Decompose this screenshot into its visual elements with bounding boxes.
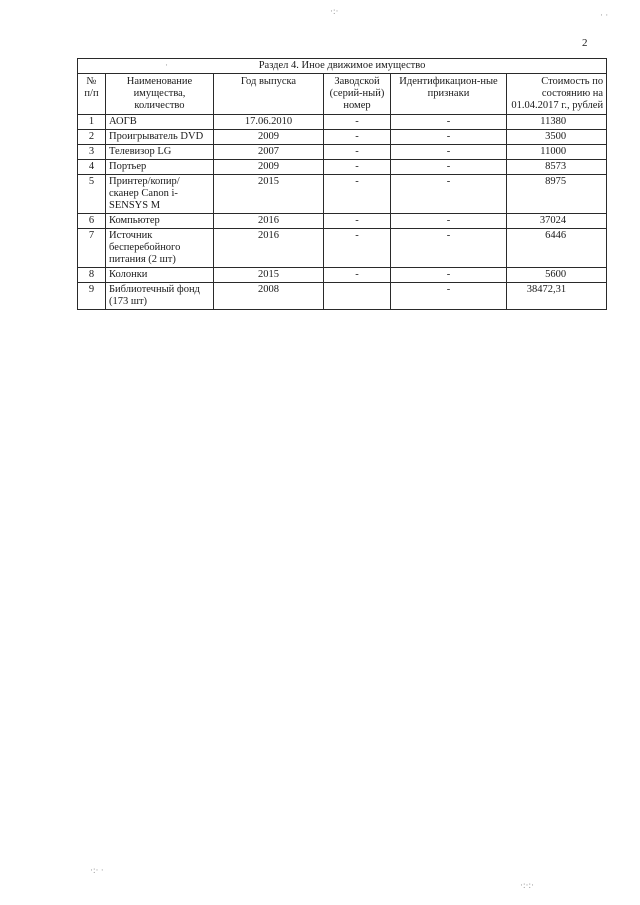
cell-cost: 37024 [507, 214, 607, 229]
scan-speck: · [165, 60, 168, 70]
cell-serial: - [324, 160, 391, 175]
cell-ident: - [391, 115, 507, 130]
cell-num: 7 [78, 229, 106, 268]
cell-name: АОГВ [106, 115, 214, 130]
cell-cost: 3500 [507, 130, 607, 145]
page-number: 2 [582, 37, 588, 49]
table-row [78, 115, 607, 130]
table-row [78, 130, 607, 145]
cell-num: 5 [78, 175, 106, 214]
cell-year: 2009 [214, 160, 324, 175]
cell-year: 2016 [214, 214, 324, 229]
cell-serial: - [324, 145, 391, 160]
cell-year: 17.06.2010 [214, 115, 324, 130]
header-year: Год выпуска [214, 74, 324, 115]
scan-speck: ·:· · [90, 865, 104, 875]
cell-ident: - [391, 283, 507, 310]
cell-serial: - [324, 115, 391, 130]
table-body [78, 115, 607, 310]
cell-year: 2009 [214, 130, 324, 145]
cell-serial: - [324, 268, 391, 283]
cell-num: 9 [78, 283, 106, 310]
scan-speck: ·:·:· [520, 880, 534, 890]
cell-serial: - [324, 175, 391, 214]
cell-serial [324, 283, 391, 310]
cell-ident: - [391, 214, 507, 229]
cell-num: 1 [78, 115, 106, 130]
cell-name: Компьютер [106, 214, 214, 229]
cell-serial: - [324, 229, 391, 268]
cell-num: 6 [78, 214, 106, 229]
header-ident: Идентификацион-ные признаки [391, 74, 507, 115]
cell-cost: 8975 [507, 175, 607, 214]
cell-ident: - [391, 145, 507, 160]
section-title-row [78, 59, 607, 74]
cell-num: 4 [78, 160, 106, 175]
header-cost: Стоимость по состоянию на 01.04.2017 г., рублей [507, 74, 607, 115]
asset-table [77, 58, 607, 310]
cell-name: Портьер [106, 160, 214, 175]
cell-ident: - [391, 268, 507, 283]
cell-num: 3 [78, 145, 106, 160]
cell-ident: - [391, 175, 507, 214]
cell-ident: - [391, 160, 507, 175]
table-row [78, 214, 607, 229]
cell-cost: 11000 [507, 145, 607, 160]
cell-ident: - [391, 130, 507, 145]
cell-name: Источник бесперебойного питания (2 шт) [106, 229, 214, 268]
cell-year: 2016 [214, 229, 324, 268]
cell-name: Проигрыватель DVD [106, 130, 214, 145]
table-row [78, 175, 607, 214]
table-row [78, 229, 607, 268]
section-title: Раздел 4. Иное движимое имущество [78, 59, 607, 74]
cell-cost: 8573 [507, 160, 607, 175]
table-row [78, 160, 607, 175]
header-name: Наименование имущества, количество [106, 74, 214, 115]
header-serial: Заводской (серий-ный) номер [324, 74, 391, 115]
cell-year: 2007 [214, 145, 324, 160]
cell-year: 2015 [214, 175, 324, 214]
table-row [78, 145, 607, 160]
cell-num: 2 [78, 130, 106, 145]
cell-year: 2008 [214, 283, 324, 310]
header-row [78, 74, 607, 115]
cell-name: Телевизор LG [106, 145, 214, 160]
cell-name: Колонки [106, 268, 214, 283]
header-num: № п/п [78, 74, 106, 115]
scan-speck: · · [600, 10, 609, 20]
cell-cost: 6446 [507, 229, 607, 268]
cell-serial: - [324, 214, 391, 229]
scan-speck: ·:· [330, 6, 339, 16]
table-row [78, 268, 607, 283]
cell-cost: 38472,31 [507, 283, 607, 310]
cell-ident: - [391, 229, 507, 268]
cell-cost: 5600 [507, 268, 607, 283]
cell-name: Библиотечный фонд (173 шт) [106, 283, 214, 310]
table-row [78, 283, 607, 310]
cell-name: Принтер/копир/ сканер Canon i-SENSYS M [106, 175, 214, 214]
cell-year: 2015 [214, 268, 324, 283]
cell-serial: - [324, 130, 391, 145]
cell-num: 8 [78, 268, 106, 283]
cell-cost: 11380 [507, 115, 607, 130]
